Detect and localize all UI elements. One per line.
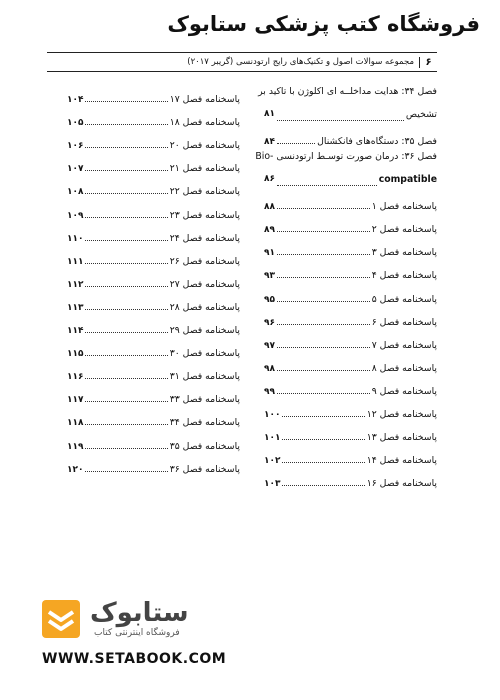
toc-entry-title: فصل ۳۴: هدایت مداخلــه ای اکلوژن با تاکید بر xyxy=(258,86,437,97)
toc-entry xyxy=(67,452,240,475)
dot-leader xyxy=(85,309,167,310)
toc-entry xyxy=(264,443,437,466)
page-number: ۶ xyxy=(419,57,437,68)
toc-entry xyxy=(264,305,437,328)
dot-leader xyxy=(282,485,364,486)
dot-leader xyxy=(85,217,167,218)
dot-leader xyxy=(85,355,167,356)
toc-entry xyxy=(264,351,437,374)
toc-entry xyxy=(264,212,437,235)
toc-column-right xyxy=(255,82,437,490)
toc-entry-page: ۹۳ xyxy=(264,271,275,282)
dot-leader xyxy=(85,448,167,449)
dot-leader xyxy=(282,439,364,440)
toc-entry-title: پاسخنامه فصل ۶ xyxy=(371,316,437,328)
dot-leader xyxy=(85,471,167,472)
dot-leader xyxy=(85,240,167,241)
toc-entry-title: پاسخنامه فصل ۱۸ xyxy=(169,117,240,129)
toc-entry-title: پاسخنامه فصل ۹ xyxy=(371,385,437,397)
toc-entry-title: پاسخنامه فصل ۱۳ xyxy=(366,432,437,444)
toc-entry-page: ۱۰۵ xyxy=(67,118,84,129)
dot-leader xyxy=(277,393,370,394)
dot-leader xyxy=(85,124,167,125)
toc-entry-title: فصل ۳۶: درمان صورت توسـط ارتودنسی -Bio xyxy=(255,151,437,163)
toc-entry xyxy=(264,258,437,281)
dot-leader xyxy=(277,301,370,302)
toc-entry-page: ۱۰۳ xyxy=(264,479,281,490)
toc-entry xyxy=(264,374,437,397)
toc-entry-page: ۱۰۸ xyxy=(67,187,84,198)
toc-entry-title: پاسخنامه فصل ۲۶ xyxy=(169,255,240,267)
toc-entry-page: ۱۰۱ xyxy=(264,433,281,444)
toc-entry-page: ۸۶ xyxy=(264,174,275,185)
dot-leader xyxy=(277,185,377,186)
dot-leader xyxy=(85,332,167,333)
toc-entry-page: ۱۰۷ xyxy=(67,164,84,175)
dot-leader xyxy=(282,416,364,417)
toc-entry-title: پاسخنامه فصل ۳۴ xyxy=(169,417,240,429)
toc-entry xyxy=(67,428,240,451)
toc-entry xyxy=(264,281,437,304)
toc-entry xyxy=(264,328,437,351)
toc-entry-page: ۱۰۲ xyxy=(264,456,281,467)
toc-entry-page: ۱۱۶ xyxy=(67,372,84,383)
dot-leader xyxy=(277,208,370,209)
toc-entry-title: پاسخنامه فصل ۲۱ xyxy=(169,163,240,175)
dot-leader xyxy=(85,101,167,102)
toc-entry-page: ۱۰۴ xyxy=(67,95,84,106)
toc-entry-page: ۱۰۶ xyxy=(67,141,84,152)
toc-entry xyxy=(264,397,437,420)
toc-entry-title: پاسخنامه فصل ۳۱ xyxy=(169,371,240,383)
toc-entry-title: پاسخنامه فصل ۲ xyxy=(371,224,437,236)
toc-entry xyxy=(67,359,240,382)
toc-entry xyxy=(67,197,240,220)
toc-entry-title: پاسخنامه فصل ۷ xyxy=(371,339,437,351)
toc-entry xyxy=(67,82,240,105)
toc-entry-page: ۱۱۴ xyxy=(67,326,84,337)
dot-leader xyxy=(85,193,167,194)
toc-entry-title: پاسخنامه فصل ۲۲ xyxy=(169,186,240,198)
toc-entry xyxy=(264,235,437,258)
toc-entry xyxy=(255,147,437,189)
running-head xyxy=(47,52,437,72)
toc-entry-title: پاسخنامه فصل ۱۷ xyxy=(169,94,240,106)
dot-leader xyxy=(85,263,167,264)
dot-leader xyxy=(85,286,167,287)
toc-entry-title: پاسخنامه فصل ۳۳ xyxy=(169,394,240,406)
setabook-logo-icon xyxy=(42,600,80,638)
toc-entry-title: پاسخنامه فصل ۲۹ xyxy=(169,325,240,337)
toc-entry-page: ۱۱۱ xyxy=(67,256,84,267)
toc-entry-page: ۸۱ xyxy=(264,109,275,119)
toc-entry xyxy=(67,244,240,267)
toc-entry-page: ۱۱۰ xyxy=(67,233,84,244)
logo-tagline: فروشگاه اینترنتی کتاب xyxy=(94,628,180,638)
toc-entry-page: ۹۸ xyxy=(264,363,275,374)
toc-entry xyxy=(67,151,240,174)
dot-leader xyxy=(85,401,167,402)
dot-leader xyxy=(277,347,370,348)
toc-entry-page: ۱۰۹ xyxy=(67,210,84,221)
toc-entry-page: ۹۱ xyxy=(264,248,275,259)
toc-entry-title: پاسخنامه فصل ۴ xyxy=(371,270,437,282)
toc-entry xyxy=(67,267,240,290)
toc-entry-title-cont: compatible xyxy=(378,174,437,186)
toc-entry-title: پاسخنامه فصل ۱۶ xyxy=(366,478,437,490)
toc-entry-page: ۹۶ xyxy=(264,317,275,328)
toc-entry xyxy=(67,336,240,359)
dot-leader xyxy=(85,147,167,148)
dot-leader xyxy=(277,324,370,325)
toc-entry xyxy=(67,128,240,151)
toc-column-left xyxy=(67,82,240,475)
toc-entry-title: فصل ۳۵: دستگاه‌های فانکشنال xyxy=(317,136,437,148)
toc-entry xyxy=(67,221,240,244)
toc-entry-page: ۱۱۷ xyxy=(67,395,84,406)
toc-entry-title: پاسخنامه فصل ۲۳ xyxy=(169,209,240,221)
toc-entry-page: ۹۹ xyxy=(264,386,275,397)
toc-entry xyxy=(264,466,437,489)
toc-entry-title: پاسخنامه فصل ۱۲ xyxy=(366,409,437,421)
dot-leader xyxy=(85,170,167,171)
toc-entry-page: ۸۸ xyxy=(264,202,275,213)
setabook-logo xyxy=(42,598,222,642)
toc-entry xyxy=(264,189,437,212)
toc-entry-title: پاسخنامه فصل ۳۵ xyxy=(169,440,240,452)
toc-entry-page: ۱۱۲ xyxy=(67,279,84,290)
toc-entry-page: ۱۱۹ xyxy=(67,441,84,452)
book-title: مجموعه سوالات اصول و تکنیک‌های رایج ارتودنسی (گریبر ۲۰۱۷) xyxy=(187,57,414,67)
toc-entry-page: ۸۹ xyxy=(264,225,275,236)
toc-entry-title: پاسخنامه فصل ۱۴ xyxy=(366,455,437,467)
dot-leader xyxy=(277,143,315,144)
dot-leader xyxy=(277,254,370,255)
toc-entry-title: پاسخنامه فصل ۳ xyxy=(371,247,437,259)
toc-entry-page: ۹۵ xyxy=(264,294,275,305)
toc-entry xyxy=(67,313,240,336)
toc-entry-title: پاسخنامه فصل ۱ xyxy=(371,201,437,213)
toc-entry xyxy=(67,382,240,405)
toc-entry-title: پاسخنامه فصل ۵ xyxy=(371,293,437,305)
dot-leader xyxy=(277,120,404,121)
website-url: WWW.SETABOOK.COM xyxy=(42,651,227,667)
dot-leader xyxy=(277,277,370,278)
dot-leader xyxy=(277,370,370,371)
toc-entry xyxy=(264,124,437,147)
toc-entry-title-cont: تشخیص xyxy=(405,109,437,120)
toc-entry-title: پاسخنامه فصل ۲۴ xyxy=(169,232,240,244)
toc-entry-page: ۹۷ xyxy=(264,340,275,351)
toc-entry-page: ۱۱۸ xyxy=(67,418,84,429)
dot-leader xyxy=(85,424,167,425)
dot-leader xyxy=(85,378,167,379)
dot-leader xyxy=(282,462,364,463)
dot-leader xyxy=(277,231,370,232)
toc-entry-page: ۱۱۳ xyxy=(67,302,84,313)
toc-entry xyxy=(264,420,437,443)
toc-entry-page: ۱۲۰ xyxy=(67,464,84,475)
toc-entry-title: پاسخنامه فصل ۳۶ xyxy=(169,463,240,475)
toc-entry-page: ۱۱۵ xyxy=(67,349,84,360)
toc-entry xyxy=(67,405,240,428)
toc-entry-title: پاسخنامه فصل ۳۰ xyxy=(169,348,240,360)
toc-entry-title: پاسخنامه فصل ۲۰ xyxy=(169,140,240,152)
toc-entry xyxy=(258,82,437,124)
toc-entry-title: پاسخنامه فصل ۲۷ xyxy=(169,278,240,290)
toc-entry-page: ۱۰۰ xyxy=(264,410,281,421)
toc-entry-page: ۸۴ xyxy=(264,137,275,148)
store-title: فروشگاه کتب پزشکی ستابوک xyxy=(167,12,480,36)
toc-entry-title: پاسخنامه فصل ۸ xyxy=(371,362,437,374)
toc-entry xyxy=(67,174,240,197)
toc-entry xyxy=(67,290,240,313)
toc-entry xyxy=(67,105,240,128)
logo-brand-text: ستابوک xyxy=(90,598,189,628)
toc-entry-title: پاسخنامه فصل ۲۸ xyxy=(169,301,240,313)
